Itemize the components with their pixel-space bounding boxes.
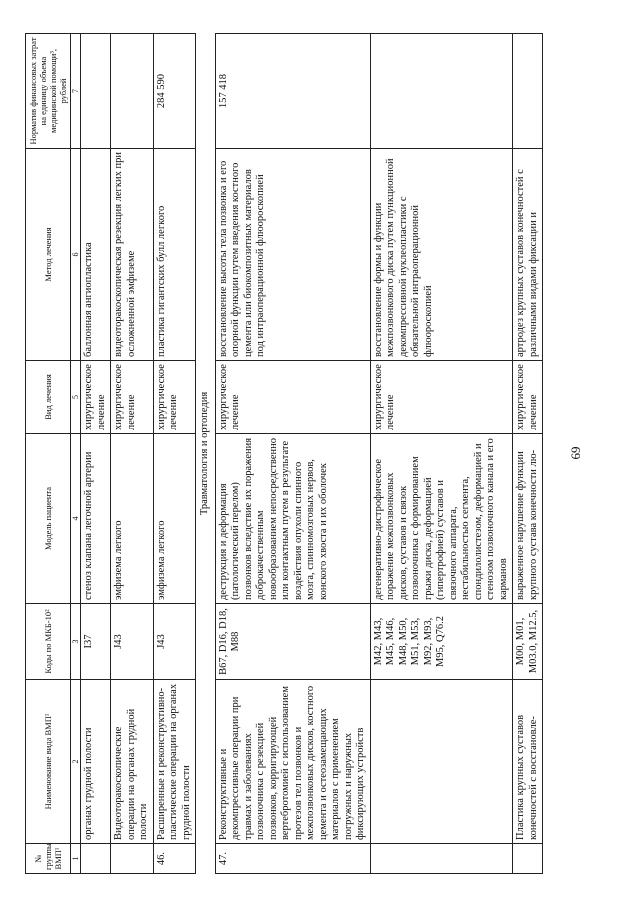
- cell-group: 47.: [215, 844, 370, 874]
- col-header-kind: Вид лечения: [26, 361, 71, 434]
- section-row: [196, 34, 216, 874]
- table-row: [153, 34, 196, 874]
- cell-method: баллонная ангиопластика: [81, 149, 111, 361]
- cell-name: Реконструктивные и декомпрессивные операции при травмах и заболеваниях позвоночника с резекцией позвонков, корригирующей вертебротомией с использованием протезов тел позвонков и межпозвонковых дисков, костного цемента и остеозамещающих материалов с применением погружных и наружных фиксирующих устройств: [215, 680, 370, 844]
- cell-cost: [513, 34, 543, 149]
- cell-codes: J43: [111, 604, 154, 680]
- col-header-model: Модель пациента: [26, 434, 71, 604]
- cell-name: Видеоторакоскопические операции на органах грудной полости: [111, 680, 154, 844]
- col-header-cost: Норматив финансовых затрат на единицу объема медицинской помощи³, рублей: [26, 34, 71, 149]
- table-row: [513, 34, 543, 874]
- cell-name: Пластика крупных суставов конечностей с восстановле-: [513, 680, 543, 844]
- cell-model: дегенеративно-дистрофическое поражение межпозвонковых дисков, суставов и связок позвоночника с формированием грыжи диска, деформацией (гипертрофией) суставов и связочного аппарата, нестабильностью сегмента, спондилолистезом, деформацией и стенозом позвоночного канала и его карманов: [370, 434, 513, 604]
- col-header-codes: Коды по МКБ-10²: [26, 604, 71, 680]
- cell-kind: хирургическое лечение: [215, 361, 370, 434]
- header-row: [26, 34, 71, 874]
- cell-method: видеоторакоскопическая резекция легких при осложненной эмфиземе: [111, 149, 154, 361]
- cell-method: восстановление формы и функции межпозвонкового диска путем пункционной декомпрессивной нуклеопластики с обязательной интраоперационной флюороскопией: [370, 149, 513, 361]
- cell-name: органах грудной полости: [81, 680, 111, 844]
- cell-model: деструкция и деформация (патологический перелом) позвонков вследствие их поражения доброкачественным новообразованием непосредственно или контактным путем в результате воздействия опухоли спинного мозга, спинномозговых нервов, конского хвоста и их оболочек: [215, 434, 370, 604]
- cell-method: артродез крупных суставов конечностей с различными видами фиксации и: [513, 149, 543, 361]
- col-number: 2: [71, 680, 81, 844]
- cell-group: 46.: [153, 844, 196, 874]
- table-row: [81, 34, 111, 874]
- cell-cost: 157 418: [215, 34, 370, 149]
- cell-cost: [111, 34, 154, 149]
- cell-codes: B67, D16, D18, M88: [215, 604, 370, 680]
- col-header-method: Метод лечения: [26, 149, 71, 361]
- cell-model: стеноз клапана легочной артерии: [81, 434, 111, 604]
- cell-kind: хирургическое лечение: [81, 361, 111, 434]
- col-number: 7: [71, 34, 81, 149]
- column-number-row: [71, 34, 81, 874]
- cell-kind: хирургическое лечение: [111, 361, 154, 434]
- cell-name: Расширенные и реконструктивно-пластические операции на органах грудной полости: [153, 680, 196, 844]
- cell-codes: M42, M43, M45, M46, M48, M50, M51, M53, M92, M93, M95, Q76.2: [370, 604, 513, 680]
- cell-codes: M00, M01, M03.0, M12.5,: [513, 604, 543, 680]
- table-row: [370, 34, 513, 874]
- col-number: 4: [71, 434, 81, 604]
- table-row: [111, 34, 154, 874]
- cell-kind: хирургическое лечение: [370, 361, 513, 434]
- col-number: 6: [71, 149, 81, 361]
- vmp-table: [25, 33, 543, 874]
- col-number: 1: [71, 844, 81, 874]
- cell-cost: [370, 34, 513, 149]
- cell-group: [111, 844, 154, 874]
- cell-group: [513, 844, 543, 874]
- cell-model: выраженное нарушение функции крупного сустава конечности лю-: [513, 434, 543, 604]
- page-number: 69: [568, 446, 583, 460]
- cell-method: пластика гигантских булл легкого: [153, 149, 196, 361]
- cell-method: восстановление высоты тела позвонка и его опорной функции путем введения костного цемента или биокомпозитных материалов под интраоперационной флюороскопией: [215, 149, 370, 361]
- cell-codes: I37: [81, 604, 111, 680]
- col-header-group: № группы ВМП¹: [26, 844, 71, 874]
- col-number: 5: [71, 361, 81, 434]
- cell-model: эмфизема легкого: [153, 434, 196, 604]
- table-row: [215, 34, 370, 874]
- cell-group: [370, 844, 513, 874]
- cell-cost: [81, 34, 111, 149]
- col-header-name: Наименование вида ВМП¹: [26, 680, 71, 844]
- cell-model: эмфизема легкого: [111, 434, 154, 604]
- cell-cost: 284 590: [153, 34, 196, 149]
- cell-name: [370, 680, 513, 844]
- cell-group: [81, 844, 111, 874]
- cell-codes: J43: [153, 604, 196, 680]
- section-title: Травматология и ортопедия: [196, 34, 216, 874]
- cell-kind: хирургическое лечение: [513, 361, 543, 434]
- col-number: 3: [71, 604, 81, 680]
- cell-kind: хирургическое лечение: [153, 361, 196, 434]
